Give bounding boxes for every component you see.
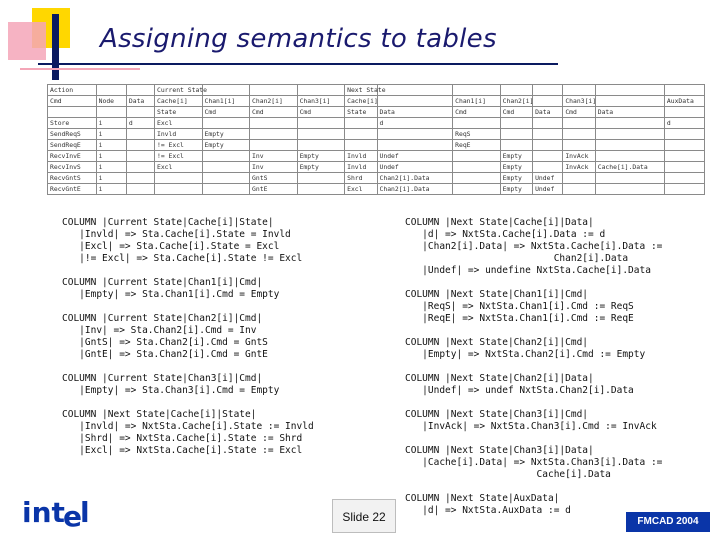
table-row: [48, 140, 705, 151]
table-cell: [297, 184, 345, 195]
column-rule-line: |GntE| => Sta.Chan2[i].Cmd = GntE: [62, 349, 268, 360]
table-cell: Excl: [154, 162, 202, 173]
table-cell: [250, 85, 298, 96]
column-rule-line: |Empty| => NxtSta.Chan2[i].Cmd := Empty: [405, 349, 646, 360]
table-cell: [345, 129, 377, 140]
column-rule-block: [405, 373, 662, 397]
table-cell: Undef: [377, 162, 453, 173]
table-cell: ReqE: [453, 140, 501, 151]
column-rule-header: COLUMN |Next State|Chan2[i]|Data|: [405, 373, 594, 384]
table-cell: RecvInvE: [48, 151, 97, 162]
table-cell: ReqS: [453, 129, 501, 140]
table-cell: Undef: [533, 184, 563, 195]
column-rule-line: |Empty| => Sta.Chan3[i].Cmd = Empty: [62, 385, 280, 396]
table-cell: [595, 96, 664, 107]
table-cell: d: [126, 118, 154, 129]
table-cell: [595, 118, 664, 129]
table-cell: [250, 118, 298, 129]
table-cell: [202, 85, 250, 96]
table-cell: [533, 129, 563, 140]
column-rule-line: |Invld| => NxtSta.Cache[i].State := Invld: [62, 421, 314, 432]
table-cell: Empty: [500, 151, 532, 162]
table-cell: Chan2[i].Data: [377, 184, 453, 195]
intel-logo: [20, 492, 90, 537]
table-cell: Empty: [500, 184, 532, 195]
table-cell: GntE: [250, 184, 298, 195]
table-cell: Cache[i].Data: [595, 162, 664, 173]
table-cell: [126, 162, 154, 173]
table-cell: [664, 162, 704, 173]
table-cell: [250, 129, 298, 140]
table-cell: d: [664, 118, 704, 129]
column-rule-line: |Inv| => Sta.Chan2[i].Cmd = Inv: [62, 325, 257, 336]
table-cell: [563, 173, 595, 184]
table-cell: Cmd: [563, 107, 595, 118]
decor-pink-square: [8, 22, 46, 60]
fmcad-badge: FMCAD 2004: [626, 512, 710, 532]
table-cell: Next State: [345, 85, 377, 96]
table-cell: Chan1[i]: [453, 96, 501, 107]
table-cell: Excl: [345, 184, 377, 195]
column-rule-block: [405, 217, 662, 277]
table-cell: [664, 85, 704, 96]
table-cell: Cmd: [48, 96, 97, 107]
table-cell: [297, 118, 345, 129]
column-rule-header: COLUMN |Next State|Chan3[i]|Data|: [405, 445, 594, 456]
table-row: [48, 107, 705, 118]
column-rule-block: [405, 337, 662, 361]
table-cell: SendReqE: [48, 140, 97, 151]
table-row: [48, 151, 705, 162]
column-rule-line: Chan2[i].Data: [405, 253, 629, 264]
column-rule-block: [62, 277, 314, 301]
table-cell: [533, 96, 563, 107]
table-cell: [664, 184, 704, 195]
table-cell: Data: [533, 107, 563, 118]
table-grid: [47, 84, 705, 195]
table-cell: [595, 173, 664, 184]
table-cell: [154, 184, 202, 195]
table-cell: [453, 151, 501, 162]
table-cell: i: [96, 162, 126, 173]
table-cell: [377, 129, 453, 140]
table-cell: [377, 96, 453, 107]
table-cell: [563, 85, 595, 96]
table-cell: [533, 140, 563, 151]
table-cell: Data: [377, 107, 453, 118]
table-cell: Empty: [297, 162, 345, 173]
column-rule-block: [405, 445, 662, 481]
column-rule-line: |Undef| => undef NxtSta.Chan2[i].Data: [405, 385, 634, 396]
column-rule-header: COLUMN |Current State|Chan2[i]|Cmd|: [62, 313, 263, 324]
table-cell: [96, 107, 126, 118]
table-cell: [126, 140, 154, 151]
table-cell: i: [96, 129, 126, 140]
table-cell: Cmd: [202, 107, 250, 118]
svg-text:e: e: [63, 500, 82, 533]
table-cell: Chan2[i]: [250, 96, 298, 107]
table-cell: InvAck: [563, 151, 595, 162]
column-rule-header: COLUMN |Next State|Chan1[i]|Cmd|: [405, 289, 589, 300]
table-cell: [202, 151, 250, 162]
column-rule-line: Cache[i].Data: [405, 469, 611, 480]
table-cell: Empty: [297, 151, 345, 162]
table-row: [48, 96, 705, 107]
table-cell: i: [96, 118, 126, 129]
svg-text:int: int: [22, 496, 65, 529]
table-cell: [664, 151, 704, 162]
table-cell: Cmd: [500, 107, 532, 118]
table-cell: State: [154, 107, 202, 118]
table-cell: Data: [595, 107, 664, 118]
column-rule-line: |Invld| => Sta.Cache[i].State = Invld: [62, 229, 291, 240]
column-rule-line: |!= Excl| => Sta.Cache[i].State != Excl: [62, 253, 303, 264]
table-cell: i: [96, 173, 126, 184]
column-rule-line: |Cache[i].Data| => NxtSta.Chan3[i].Data :=: [405, 457, 663, 468]
table-cell: [154, 173, 202, 184]
table-cell: [563, 140, 595, 151]
table-row: [48, 118, 705, 129]
column-rule-line: |Undef| => undefine NxtSta.Cache[i].Data: [405, 265, 651, 276]
right-column-semantics: [405, 217, 662, 529]
column-rule-line: |GntS| => Sta.Chan2[i].Cmd = GntS: [62, 337, 268, 348]
column-rule-line: |ReqS| => NxtSta.Chan1[i].Cmd := ReqS: [405, 301, 634, 312]
table-cell: Empty: [202, 129, 250, 140]
table-cell: GntS: [250, 173, 298, 184]
column-rule-line: |Excl| => NxtSta.Cache[i].State := Excl: [62, 445, 303, 456]
table-cell: [533, 151, 563, 162]
table-cell: [664, 129, 704, 140]
column-rule-header: COLUMN |Current State|Chan3[i]|Cmd|: [62, 373, 263, 384]
table-cell: [453, 162, 501, 173]
table-cell: [595, 85, 664, 96]
table-cell: [563, 184, 595, 195]
table-cell: Chan3[i]: [297, 96, 345, 107]
slide-title: Assigning semantics to tables: [100, 24, 497, 54]
table-cell: Undef: [533, 173, 563, 184]
table-cell: Excl: [154, 118, 202, 129]
table-cell: [297, 140, 345, 151]
column-rule-header: COLUMN |Next State|Chan2[i]|Cmd|: [405, 337, 589, 348]
column-rule-header: COLUMN |Next State|Cache[i]|Data|: [405, 217, 594, 228]
column-rule-header: COLUMN |Next State|Cache[i]|State|: [62, 409, 257, 420]
table-cell: [533, 162, 563, 173]
column-rule-block: [62, 409, 314, 457]
table-cell: Invld: [345, 162, 377, 173]
table-cell: [595, 151, 664, 162]
table-cell: [664, 107, 704, 118]
table-cell: Store: [48, 118, 97, 129]
table-cell: Empty: [202, 140, 250, 151]
table-cell: [664, 140, 704, 151]
slide-number: Slide 22: [332, 499, 396, 533]
table-row: [48, 85, 705, 96]
column-rule-line: |d| => NxtSta.AuxData := d: [405, 505, 571, 516]
column-rule-line: |ReqE| => NxtSta.Chan1[i].Cmd := ReqE: [405, 313, 634, 324]
table-cell: [595, 129, 664, 140]
svg-text:l: l: [80, 496, 90, 529]
table-cell: Action: [48, 85, 97, 96]
table-cell: [500, 118, 532, 129]
table-cell: [377, 140, 453, 151]
table-cell: Chan2[i].Data: [377, 173, 453, 184]
table-cell: Cmd: [297, 107, 345, 118]
table-cell: [250, 140, 298, 151]
table-row: [48, 173, 705, 184]
table-cell: RecvInvS: [48, 162, 97, 173]
table-cell: [126, 173, 154, 184]
table-cell: Invld: [154, 129, 202, 140]
table-cell: Chan1[i]: [202, 96, 250, 107]
table-cell: [533, 118, 563, 129]
table-cell: [126, 184, 154, 195]
table-cell: [563, 118, 595, 129]
table-cell: Cmd: [250, 107, 298, 118]
table-cell: [377, 85, 453, 96]
table-cell: Chan3[i]: [563, 96, 595, 107]
table-cell: [126, 85, 154, 96]
table-cell: [500, 129, 532, 140]
table-cell: [202, 184, 250, 195]
table-cell: d: [377, 118, 453, 129]
table-cell: [500, 85, 532, 96]
table-cell: [453, 85, 501, 96]
column-rule-header: COLUMN |Current State|Chan1[i]|Cmd|: [62, 277, 263, 288]
table-cell: [202, 118, 250, 129]
table-cell: [297, 173, 345, 184]
column-rule-block: [62, 373, 314, 397]
table-cell: [664, 173, 704, 184]
table-row: [48, 184, 705, 195]
table-cell: [453, 184, 501, 195]
table-cell: InvAck: [563, 162, 595, 173]
decor-vertical-bar: [52, 14, 59, 80]
table-cell: i: [96, 184, 126, 195]
table-cell: Cmd: [453, 107, 501, 118]
table-cell: [126, 151, 154, 162]
table-cell: Data: [126, 96, 154, 107]
decor-pink-line: [20, 68, 140, 70]
column-rule-line: |Excl| => Sta.Cache[i].State = Excl: [62, 241, 280, 252]
table-cell: Invld: [345, 151, 377, 162]
table-cell: [202, 162, 250, 173]
table-cell: i: [96, 140, 126, 151]
table-cell: [595, 140, 664, 151]
table-cell: [533, 85, 563, 96]
table-row: [48, 129, 705, 140]
column-rule-header: COLUMN |Next State|Chan3[i]|Cmd|: [405, 409, 589, 420]
table-cell: [500, 140, 532, 151]
column-rule-line: |Chan2[i].Data| => NxtSta.Cache[i].Data :=: [405, 241, 663, 252]
table-cell: i: [96, 151, 126, 162]
table-cell: Current State: [154, 85, 202, 96]
table-cell: Empty: [500, 162, 532, 173]
table-cell: [453, 118, 501, 129]
table-cell: SendReqS: [48, 129, 97, 140]
column-rule-line: |Empty| => Sta.Chan1[i].Cmd = Empty: [62, 289, 280, 300]
table-cell: Cache[i]: [154, 96, 202, 107]
semantics-table: [47, 84, 705, 204]
table-cell: [126, 107, 154, 118]
column-rule-line: |Shrd| => NxtSta.Cache[i].State := Shrd: [62, 433, 303, 444]
table-cell: [48, 107, 97, 118]
table-cell: RecvGntE: [48, 184, 97, 195]
column-rule-block: [62, 313, 314, 361]
table-row: [48, 162, 705, 173]
left-column-semantics: [62, 217, 314, 469]
table-cell: [202, 173, 250, 184]
table-cell: Inv: [250, 162, 298, 173]
table-cell: Shrd: [345, 173, 377, 184]
table-cell: Node: [96, 96, 126, 107]
table-cell: [126, 129, 154, 140]
table-cell: Empty: [500, 173, 532, 184]
column-rule-block: [62, 217, 314, 265]
table-cell: Chan2[i]: [500, 96, 532, 107]
table-cell: != Excl: [154, 140, 202, 151]
column-rule-header: COLUMN |Next State|AuxData|: [405, 493, 560, 504]
column-rule-block: [405, 493, 662, 517]
table-cell: RecvGntS: [48, 173, 97, 184]
column-rule-header: COLUMN |Current State|Cache[i]|State|: [62, 217, 274, 228]
table-cell: [96, 85, 126, 96]
table-cell: [345, 118, 377, 129]
table-cell: [297, 129, 345, 140]
column-rule-block: [405, 289, 662, 325]
table-cell: [297, 85, 345, 96]
column-rule-block: [405, 409, 662, 433]
table-cell: != Excl: [154, 151, 202, 162]
table-cell: [595, 184, 664, 195]
column-rule-line: |d| => NxtSta.Cache[i].Data := d: [405, 229, 606, 240]
table-cell: Inv: [250, 151, 298, 162]
table-cell: [563, 129, 595, 140]
table-cell: State: [345, 107, 377, 118]
table-cell: AuxData: [664, 96, 704, 107]
decor-horizontal-line: [38, 63, 558, 65]
table-cell: Cache[i]: [345, 96, 377, 107]
table-cell: [453, 173, 501, 184]
column-rule-line: |InvAck| => NxtSta.Chan3[i].Cmd := InvAck: [405, 421, 657, 432]
table-cell: [345, 140, 377, 151]
table-cell: Undef: [377, 151, 453, 162]
